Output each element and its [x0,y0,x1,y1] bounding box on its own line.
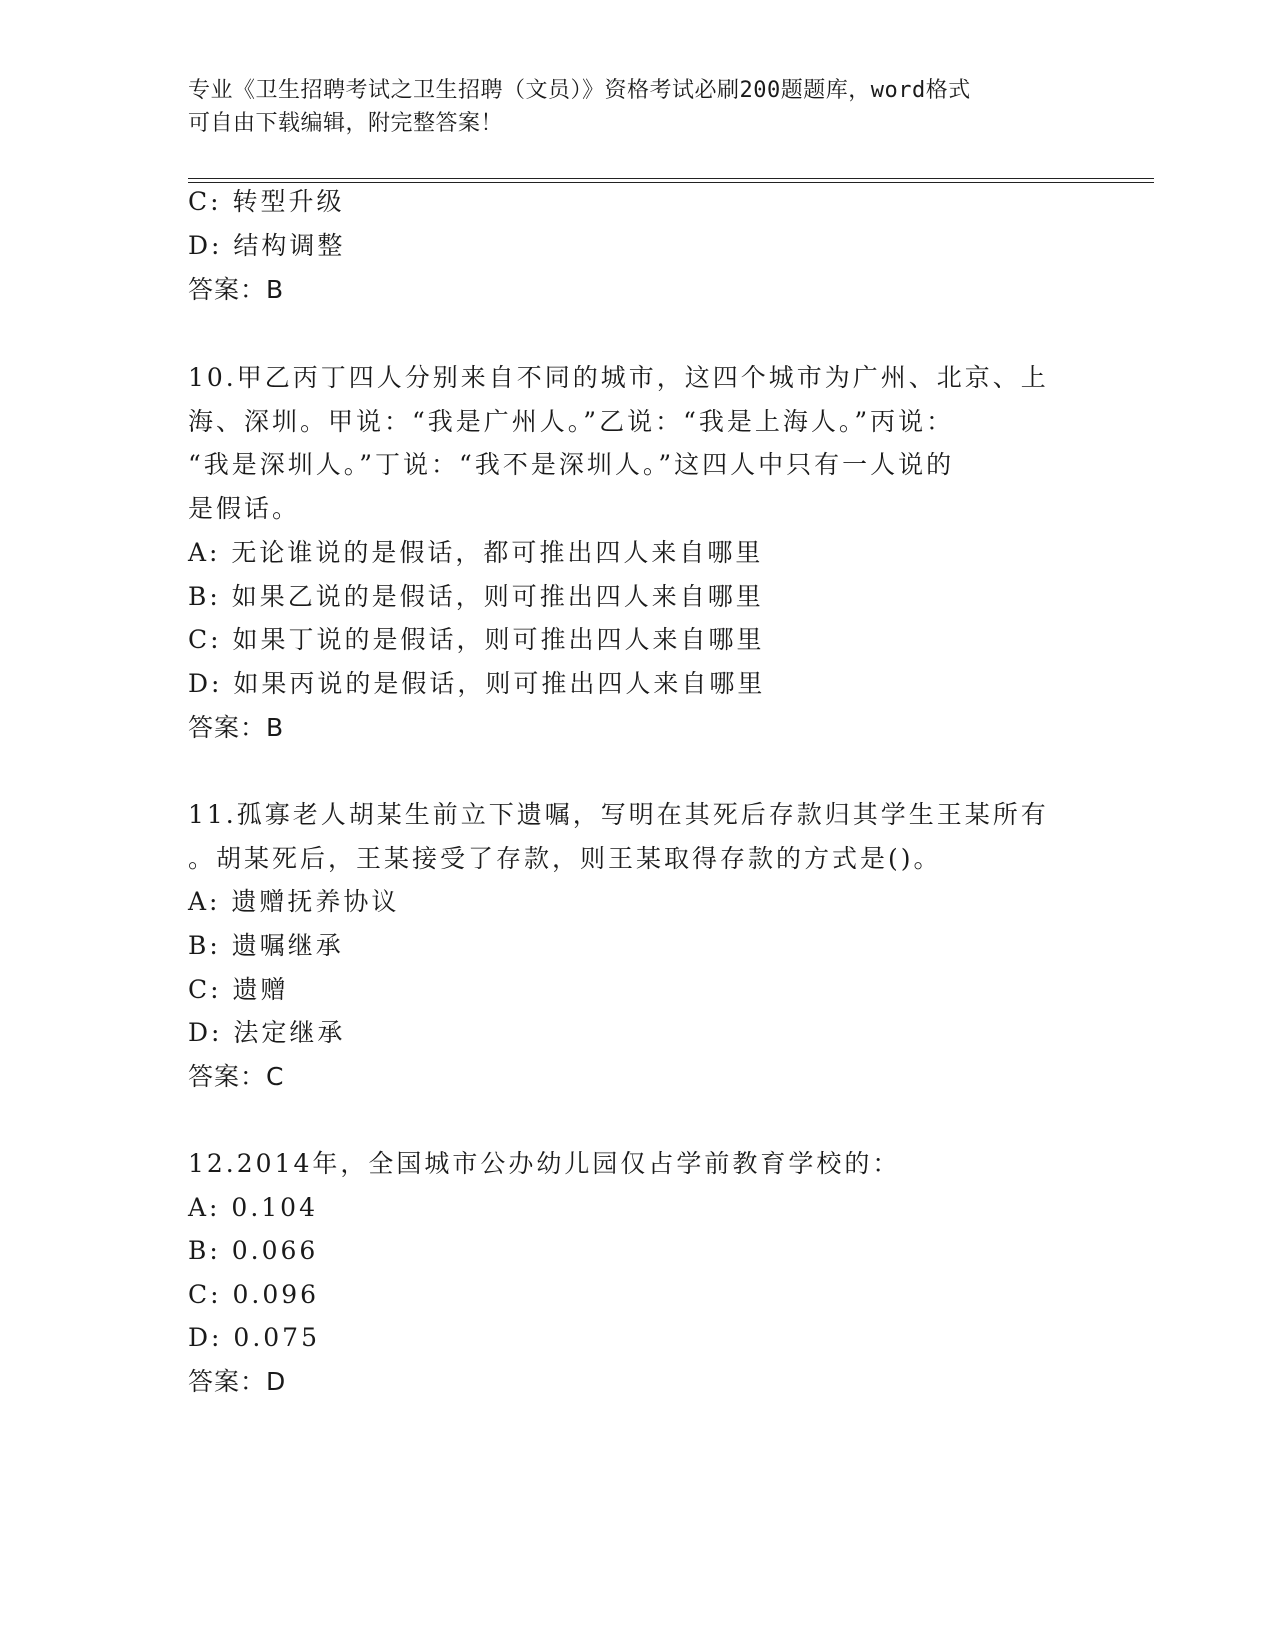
q9-option-d: D: 结构调整 [188,231,346,260]
q10-option-d: D: 如果丙说的是假话，则可推出四人来自哪里 [188,669,766,698]
q12-option-c: C: 0.096 [188,1280,320,1309]
q11-answer: 答案：C [188,1062,285,1091]
q10-stem-line-4: 是假话。 [188,494,301,523]
header-title-line-2: 可自由下载编辑，附完整答案！ [188,111,504,136]
q9-option-c: C: 转型升级 [188,187,345,216]
q10-stem-line-2: 海、深圳。甲说：“我是广州人。”乙说：“我是上海人。”丙说： [188,407,955,436]
q12-option-d: D: 0.075 [188,1323,320,1352]
header-title-line-1: 专业《卫生招聘考试之卫生招聘（文员）》资格考试必刷200题题库，word格式 [188,78,971,103]
q12-option-a: A: 0.104 [188,1193,318,1222]
q11-option-c: C: 遗赠 [188,975,289,1004]
q11-option-a: A: 遗赠抚养协议 [188,887,400,916]
q10-option-a: A: 无论谁说的是假话，都可推出四人来自哪里 [188,538,764,567]
q11-stem-line-1: 11.孤寡老人胡某生前立下遗嘱，写明在其死后存款归其学生王某所有 [188,800,1049,829]
q11-stem-line-2: 。胡某死后，王某接受了存款，则王某取得存款的方式是()。 [188,844,942,873]
q9-answer: 答案：B [188,275,285,304]
q10-stem-line-3: “我是深圳人。”丁说：“我不是深圳人。”这四人中只有一人说的 [188,450,955,479]
document-header [188,74,1068,140]
header-divider [188,178,1154,183]
q12-answer: 答案：D [188,1367,287,1396]
q11-option-b: B: 遗嘱继承 [188,931,344,960]
q10-answer: 答案：B [188,713,285,742]
q10-option-c: C: 如果丁说的是假话，则可推出四人来自哪里 [188,625,765,654]
q11-option-d: D: 法定继承 [188,1018,346,1047]
q12-stem-line-1: 12.2014年，全国城市公办幼儿园仅占学前教育学校的： [188,1149,901,1178]
q12-option-b: B: 0.066 [188,1236,319,1265]
q10-option-b: B: 如果乙说的是假话，则可推出四人来自哪里 [188,582,764,611]
q10-stem-line-1: 10.甲乙丙丁四人分别来自不同的城市，这四个城市为广州、北京、上 [188,363,1049,392]
